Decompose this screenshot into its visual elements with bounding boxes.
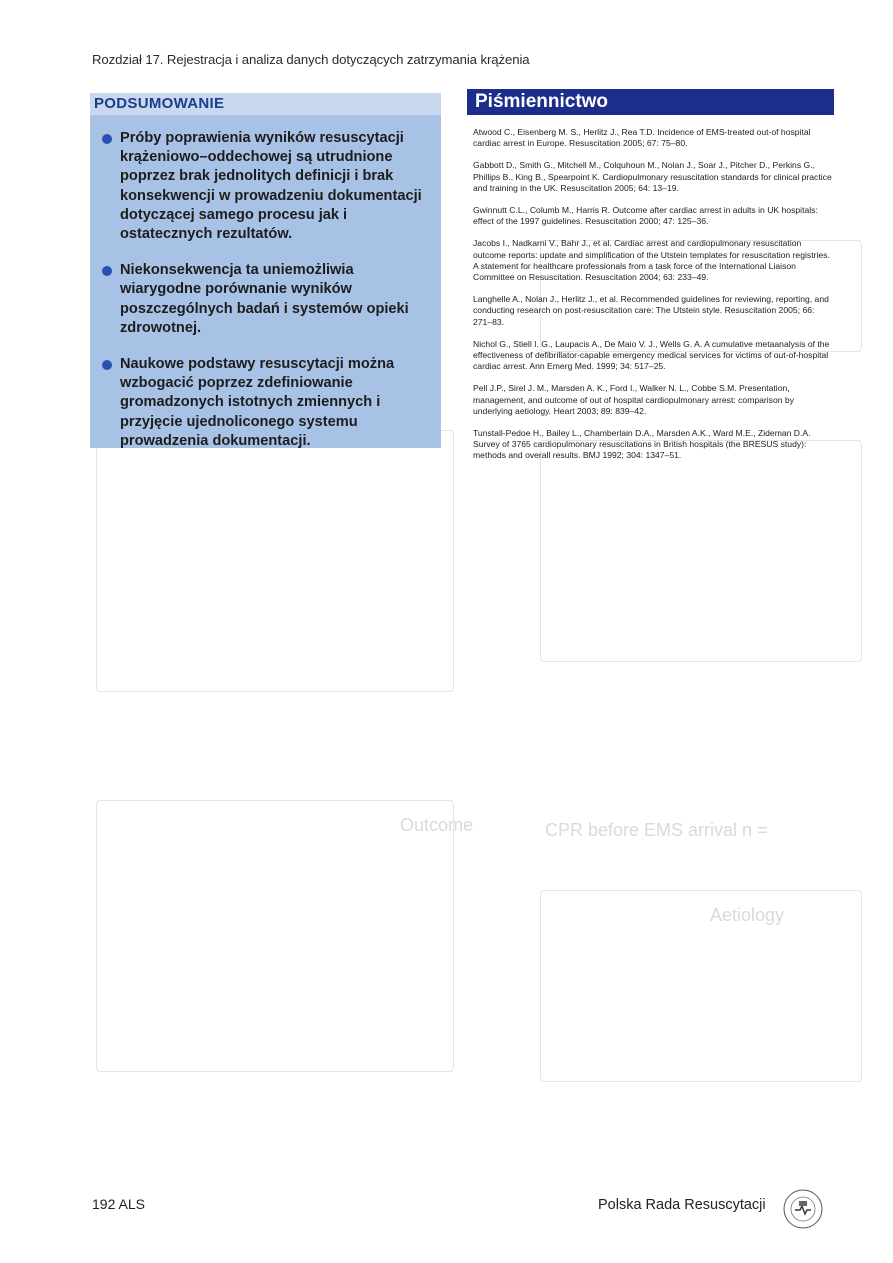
- reference-item: Langhelle A., Nolan J., Herlitz J., et al. Recommended guidelines for reviewing, reporting, and conducting research on post-resuscitation care: The Utstein style. Resuscitation 2005; 66: 271–83.: [473, 294, 829, 327]
- references-list: [473, 127, 835, 473]
- summary-bullet: [102, 129, 429, 244]
- polska-rada-resuscytacji-seal-icon: [782, 1188, 824, 1230]
- reference-item: Gwinnutt C.L., Columb M., Harris R. Outcome after cardiac arrest in adults in UK hospitals: effect of the 1997 guidelines. Resuscitation 2000; 47: 125–36.: [473, 205, 818, 227]
- bullet-dot-icon: [102, 266, 112, 276]
- page-number: 192 ALS: [92, 1196, 145, 1212]
- reference-item: Gabbott D., Smith G., Mitchell M., Colquhoun M., Nolan J., Soar J., Pitcher D., Perkins G., Phillips B., King B., Spearpoint K. Cardiopulmonary resuscitation standards for clinical practice and training in the UK. Resuscitation 2005; 64: 13–19.: [473, 160, 832, 193]
- references-title: Piśmiennictwo: [467, 89, 834, 115]
- reference-item: Tunstall-Pedoe H., Bailey L., Chamberlain D.A., Marsden A.K., Ward M.E., Zideman D.A. Survey of 3765 cardiopulmonary resuscitations in British hospitals (the BRESUS study): methods and overall results. BMJ 1992; 304: 1347–51.: [473, 428, 811, 461]
- chapter-header: Rozdział 17. Rejestracja i analiza danych dotyczących zatrzymania krążenia: [92, 52, 530, 67]
- summary-list: [90, 115, 441, 451]
- summary-bullet-text: Naukowe podstawy resuscytacji można wzbogacić poprzez zdefiniowanie gromadzonych istotnych zmiennych i przyjęcie ujednoliconego systemu prowadzenia dokumentacji.: [120, 356, 395, 449]
- summary-title: PODSUMOWANIE: [90, 93, 441, 115]
- bullet-dot-icon: [102, 134, 112, 144]
- reference-item: Pell J.P., Sirel J. M., Marsden A. K., Ford I., Walker N. L., Cobbe S.M. Presentation, management, and outcome of out of hospital cardiopulmonary arrest: comparison by underlying aetiology. Heart 2003; 89: 839–42.: [473, 383, 795, 416]
- show-through-box: [540, 890, 862, 1082]
- summary-bullet-text: Niekonsekwencja ta uniemożliwia wiarygodne porównanie wyników poszczególnych badań i systemów opieki zdrowotnej.: [120, 262, 409, 336]
- reference-item: Atwood C., Eisenberg M. S., Herlitz J., Rea T.D. Incidence of EMS-treated out-of hospital cardiac arrest in Europe. Resuscitation 2005; 67: 75–80.: [473, 127, 811, 149]
- show-through-box: [96, 800, 454, 1072]
- publisher-name: Polska Rada Resuscytacji: [598, 1197, 766, 1213]
- show-through-text: Outcome: [400, 815, 474, 835]
- summary-bullet: [102, 355, 429, 451]
- reference-item: Nichol G., Stiell I. G., Laupacis A., De Maio V. J., Wells G. A. A cumulative metaanalysis of the effectiveness of defibrillator-capable emergency medical services for victims of out-of-hospital cardiac arrest. Ann Emerg Med. 1999; 34: 517–25.: [473, 338, 830, 372]
- reference-item: Jacobs I., Nadkarni V., Bahr J., et al. Cardiac arrest and cardiopulmonary resuscitation outcome reports: update and simplification of the Utstein templates for resuscitation registries. A statement for healthcare professionals from a task force of the International Liaison Committee on Resuscitation. Resuscitation 2004; 63: 233–49.: [473, 238, 830, 283]
- bullet-dot-icon: [102, 360, 112, 370]
- summary-bullet-text: Próby poprawienia wyników resuscytacji krążeniowo–oddechowej są utrudnione poprzez brak jednolitych definicji i brak konsekwencji w prowadzeniu dokumentacji dotyczącej samego procesu jak i ostatecznych rezultatów.: [120, 130, 422, 243]
- summary-bullet: [102, 261, 429, 338]
- show-through-text: Aetiology: [710, 905, 785, 925]
- show-through-box: [540, 440, 862, 662]
- show-through-text: CPR before EMS arrival n =: [545, 820, 768, 840]
- summary-box: [90, 93, 441, 448]
- show-through-box: [96, 430, 454, 692]
